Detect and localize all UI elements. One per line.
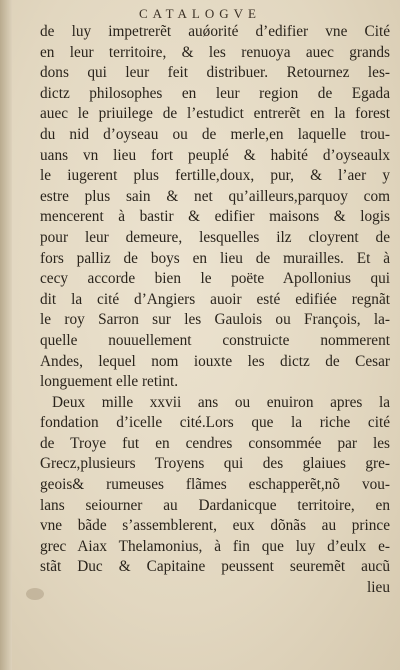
body-text	[40, 22, 390, 599]
text-line: vne bãde s’assemblerent, eux dõnãs au prince	[40, 517, 390, 535]
paragraph-1	[40, 22, 390, 393]
text-line: grec Aiax Thelamonius, à fin que luy d’eulx e-	[40, 537, 390, 555]
text-line: le iugerent plus fertille,doux, pur, & l’aer y	[40, 167, 390, 185]
text-line: mencerent à bastir & edifier maisons & logis	[40, 208, 390, 226]
text-line: de luy impetrerẽt auǿorité d’edifier vne Cité	[40, 23, 390, 40]
text-line: lans seiourner au Dardanicque territoire, en	[40, 496, 390, 514]
text-line: quelle nouuellement construicte nommerent	[40, 331, 390, 349]
text-line: Deux mille xxvii ans ou enuiron apres la	[52, 393, 390, 411]
text-line: fors palliz de boys en lieu de murailles. Et à	[40, 249, 390, 267]
page-gutter	[0, 0, 12, 670]
text-line: fondation d’icelle cité.Lors que la riche cité	[40, 414, 390, 432]
running-head: CATALOGVE	[139, 6, 261, 21]
text-line: estre plus sain & net qu’ailleurs,parquoy com	[40, 187, 390, 205]
text-line: dictz philosophes en leur region de Egada	[40, 84, 390, 102]
text-line: de Troye fut en cendres consommée par les	[40, 434, 390, 452]
ink-smudge	[26, 588, 44, 600]
text-line: auec le priuilege de l’estudict entrerẽt en la forest	[40, 105, 390, 123]
text-line: en leur territoire, & les renuoya auec grands	[40, 43, 390, 61]
text-line: stãt Duc & Capitaine peussent seuremẽt aucũ	[40, 558, 390, 576]
text-line: dons qui leur feit distribuer. Retournez les-	[40, 64, 390, 82]
text-line: Andes, lequel nom iouxte les dictz de Cesar	[40, 352, 390, 370]
text-line: geois& rumeuses flãmes eschapperẽt,nõ vou-	[40, 476, 390, 494]
paragraph-2	[40, 393, 390, 578]
text-line: le roy Sarron sur les Gaulois ou François, la-	[40, 311, 390, 329]
text-line: uans vn lieu fort peuplé & habité d’oyseaulx	[40, 146, 390, 164]
catchword: lieu	[367, 579, 390, 597]
text-line: longuement elle retint.	[40, 373, 179, 391]
text-line: Grecz,plusieurs Troyens qui des glaiues gre-	[40, 455, 390, 473]
text-line: du nid d’oyseau ou de merle,en laquelle trou-	[40, 125, 390, 143]
text-line: dit la cité d’Angiers auoir esté edifiée regnãt	[40, 290, 390, 308]
text-line: pour leur demeure, lesquelles ilz cloyrent de	[40, 228, 390, 246]
text-line: cecy accorde bien le poëte Apollonius qui	[40, 270, 390, 288]
